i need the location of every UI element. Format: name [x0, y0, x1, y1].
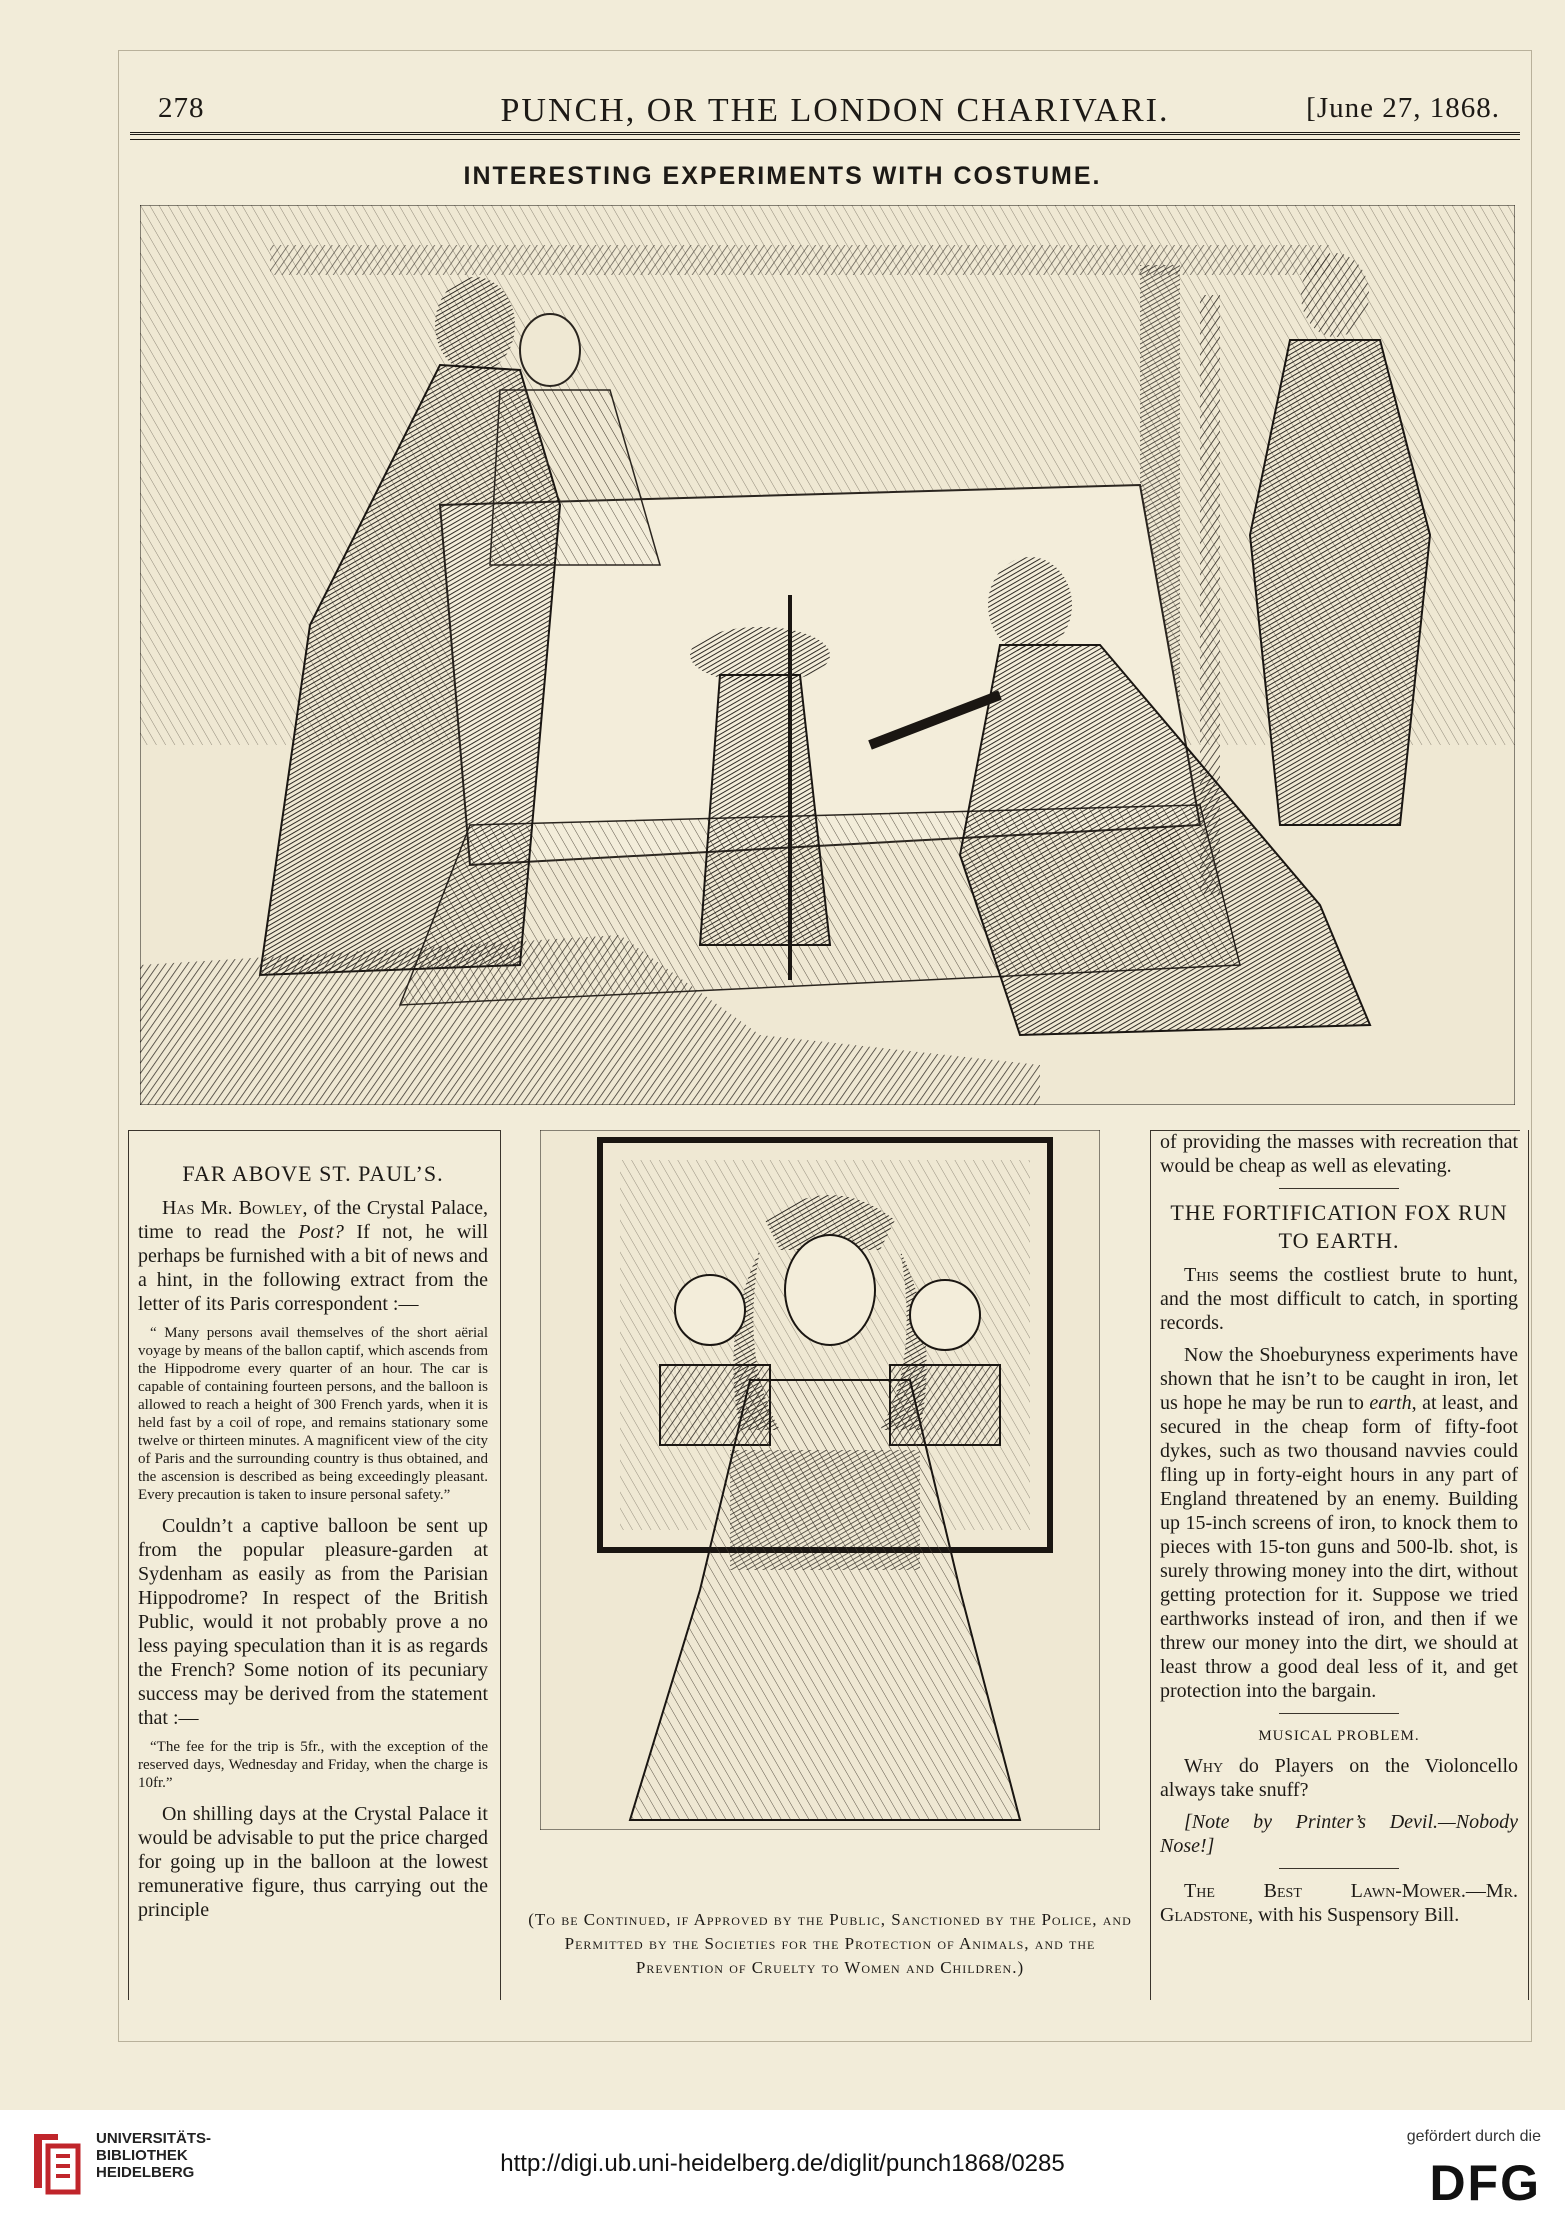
right-column	[1160, 1130, 1518, 1935]
balloon-text-a: , of the Crystal Palace, time to read the	[138, 1197, 488, 1243]
post-title: Post?	[298, 1221, 344, 1243]
lawn-mower-text: , with his Suspensory Bill.	[1248, 1904, 1460, 1926]
left-column-outer-rule	[128, 1130, 129, 2000]
section-divider	[1279, 1713, 1399, 1714]
issue-date: [June 27, 1868.	[1306, 92, 1500, 124]
page-number: 278	[158, 92, 205, 124]
left-column-inner-rule	[500, 1130, 501, 2000]
article-heading-fortification: THE FORTIFICATION FOX RUN TO EARTH.	[1170, 1200, 1508, 1253]
fortification-paragraph-1	[1160, 1263, 1518, 1335]
musical-question: do Players on the Violoncello always take snuff?	[1160, 1755, 1518, 1801]
balloon-paragraph-3: On shilling days at the Crystal Palace it would be advisable to put the price charged for going up in the balloon at the lowest remunerative figure, thus carrying out the principle	[138, 1803, 488, 1921]
digitization-footer	[0, 2110, 1565, 2217]
balloon-lead: Has Mr. Bowley	[162, 1197, 303, 1219]
left-column	[138, 1130, 488, 1930]
funding-label: gefördert durch die	[1406, 2128, 1541, 2145]
musical-lead: Why	[1184, 1755, 1224, 1777]
balloon-text-b: If not, he will perhaps be furnished with a bit of news and a hint, in the following extract from the letter of its Paris correspondent :—	[138, 1221, 488, 1315]
fortification-text-1: seems the costliest brute to hunt, and the most difficult to catch, in sporting records.	[1160, 1264, 1518, 1334]
fortification-text-2a: Now the Shoeburyness experiments have shown that he isn’t to be caught in iron, let us hope he may be run to	[1160, 1344, 1518, 1414]
fortification-paragraph-2	[1160, 1343, 1518, 1703]
section-divider	[1279, 1188, 1399, 1189]
balloon-paragraph-2: Couldn’t a captive balloon be sent up from the popular pleasure-garden at Sydenham as easily as from the Parisian Hippodrome? In respect of the British Public, would it not probably prove a no less paying speculation than it is as regards the French? Some notion of its pecuniary success may be derived from the statement that :—	[138, 1515, 488, 1729]
right-column-outer-rule	[1528, 1130, 1529, 2000]
dfg-logo: DFG	[1429, 2155, 1541, 2211]
plate-title: INTERESTING EXPERIMENTS WITH COSTUME.	[463, 162, 1102, 190]
earth-word: earth	[1369, 1392, 1412, 1414]
lawn-mower-joke	[1160, 1879, 1518, 1927]
section-divider	[1279, 1868, 1399, 1869]
library-line-1: UNIVERSITÄTS-	[96, 2130, 212, 2147]
main-engraving	[140, 205, 1515, 1105]
musical-problem-heading: MUSICAL PROBLEM.	[1258, 1728, 1420, 1744]
balloon-quote-2: “The fee for the trip is 5fr., with the exception of the reserved days, Wednesday and Friday, when the charge is 10fr.”	[138, 1739, 488, 1791]
article-heading-balloon: FAR ABOVE ST. PAUL’S.	[182, 1161, 444, 1186]
right-column-inner-rule	[1150, 1130, 1151, 2000]
running-title: PUNCH, OR THE LONDON CHARIVARI.	[500, 92, 1170, 129]
header-rule	[130, 132, 1520, 140]
balloon-paragraph-1	[138, 1196, 488, 1316]
lawn-mower-lead: The Best Lawn-Mower.—Mr. Gladstone	[1160, 1880, 1518, 1926]
fortification-lead: This	[1184, 1264, 1219, 1286]
continuation-text: of providing the masses with recreation that would be cheap as well as elevating.	[1160, 1131, 1518, 1177]
library-line-3: HEIDELBERG	[96, 2164, 195, 2181]
page-header	[150, 86, 1520, 132]
printers-devil-note: [Note by Printer’s Devil.—Nobody Nose!]	[1160, 1811, 1518, 1857]
plate-caption: (To be Continued, if Approved by the Public, Sanctioned by the Police, and Permitted by the Societies for the Protection of Animals, and the Prevention of Cruelty to Women and Children.)	[528, 1910, 1132, 1977]
mother-children-engraving	[540, 1130, 1100, 1830]
balloon-quote-1: “ Many persons avail themselves of the short aërial voyage by means of the ballon captif, which ascends from the Hippodrome every quarter of an hour. The car is capable of containing fourteen persons, and the balloon is allowed to reach a height of 300 French yards, when it is held fast by a coil of rope, and remains stationary some twelve or thirteen minutes. A magnificent view of the city of Paris and the surrounding country is thus obtained, and the ascension is described as being exceedingly pleasant. Every precaution is taken to insure personal safety.”	[138, 1325, 488, 1503]
library-line-2: BIBLIOTHEK	[96, 2147, 188, 2164]
musical-problem-text	[1160, 1754, 1518, 1802]
fortification-text-2b: , at least, and secured in the cheap form of fifty-foot dykes, such as two thousand navvies could fling up in forty-eight hours in any part of England threatened by an enemy. Building up 15-inch screens of iron, to knock them to pieces with 15-ton guns and 500-lb. shot, is surely throwing money into the dirt, without getting protection for it. Suppose we tried earthworks instead of iron, and then if we threw our money into the dirt, we should at least throw a good deal less of it, and get protection into the bargain.	[1160, 1392, 1518, 1702]
permalink-url[interactable]: http://digi.ub.uni-heidelberg.de/diglit/punch1868/0285	[500, 2150, 1065, 2177]
